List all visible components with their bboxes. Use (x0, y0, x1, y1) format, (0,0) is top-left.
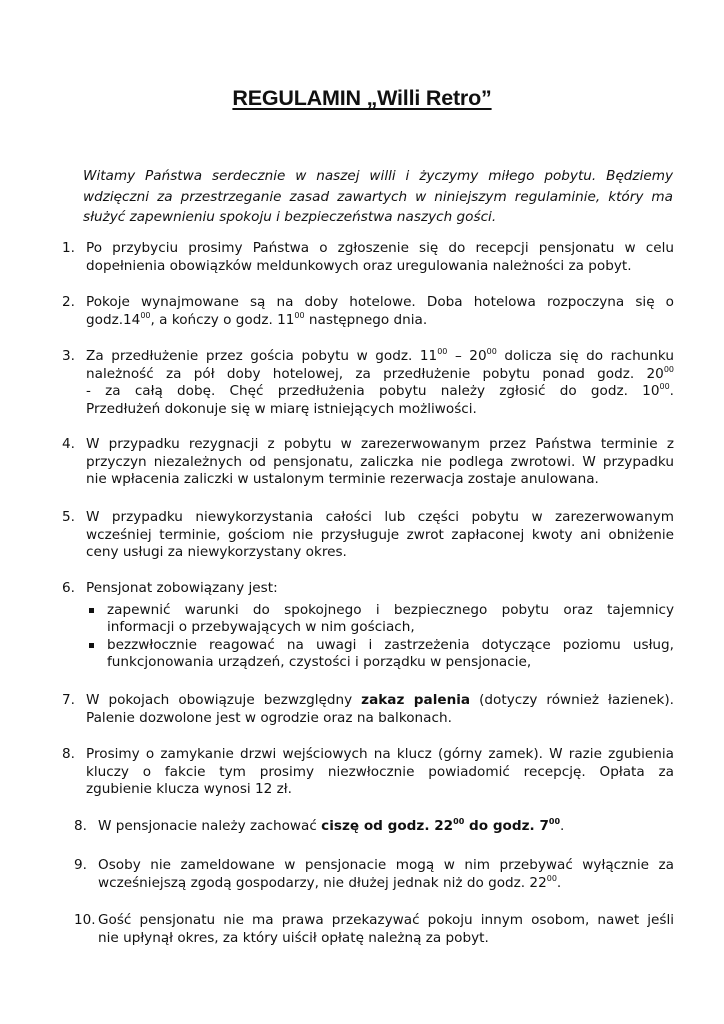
rule-9: 9. Osoby nie zameldowane w pensjonacie mogą w nim przebywać wyłącznie za wcześniejszą zgodą gospodarzy, nie dłużej jednak niż do godz. $22^{00}$. (74, 857, 674, 891)
rule-2: 2. Pokoje wynajmowane są na doby hotelowe. Doba hotelowa rozpoczyna się o $godz.14^{00}$, a kończy o godz. $11^{00}$ następnego dnia. (62, 294, 674, 328)
rule-3: 3. Za przedłużenie przez gościa pobytu w godz. $11^{00} - 20^{00}$ dolicza się do rachunku należność za pół doby hotelowej, za przedłużenie pobytu ponad godz. $20^{00}$ - za całą dobę. Chęć przedłużenia pobytu należy zgłosić do godz. $10^{00}$. Przedłużeń dokonuje się w miarę istniejących możliwości. (62, 347, 674, 417)
rule-quiet-hours: 8. W pensjonacie należy zachować ciszę od godz. $22^{00}$ do godz. $7^{00}$. (74, 817, 565, 834)
rule-6: 6. Pensjonat zobowiązany jest: zapewnić warunki do spokojnego i bezpiecznego pobytu oraz tajemnicy informacji o przebywających w nim gościach, bezzwłocznie reagować na uwagi i zastrzeżenia dotyczące poziomu usług, funkcjonowania urządzeń, czystości i porządku w pensjonacie, (62, 580, 674, 671)
rule-1: 1. Po przybyciu prosimy Państwa o zgłoszenie się do recepcji pensjonatu w celu dopełnienia obowiązków meldunkowych oraz uregulowania należności za pobyt. (62, 240, 674, 274)
rule-6-bullet-list (86, 602, 674, 672)
rule-8: 8. Prosimy o zamykanie drzwi wejściowych na klucz (górny zamek). W razie zgubienia kluczy o fakcie tym prosimy niezwłocznie powiadomić recepcję. Opłata za zgubienie klucza wynosi 12 zł. (62, 746, 674, 798)
bullet-item: bezzwłocznie reagować na uwagi i zastrzeżenia dotyczące poziomu usług, funkcjonowania urządzeń, czystości i porządku w pensjonacie, (86, 637, 674, 672)
rule-7: 7. W pokojach obowiązuje bezwzględny zakaz palenia (dotyczy również łazienek). Palenie dozwolone jest w ogrodzie oraz na balkonach. (62, 692, 674, 726)
page-title: REGULAMIN „Willi Retro” (232, 86, 492, 110)
bullet-square-icon (89, 608, 94, 613)
rule-5: 5. W przypadku niewykorzystania całości lub części pobytu w zarezerwowanym wcześniej terminie, gościom nie przysługuje zwrot zapłaconej kwoty ani obniżenie ceny usługi za niewykorzystany okres. (62, 509, 674, 561)
rule-10: 10. Gość pensjonatu nie ma prawa przekazywać pokoju innym osobom, nawet jeśli nie upłynął okres, za który uiścił opłatę należną za pobyt. (74, 912, 674, 946)
rule-4: 4. W przypadku rezygnacji z pobytu w zarezerwowanym przez Państwa terminie z przyczyn niezależnych od pensjonatu, zaliczka nie podlega zwrotowi. W przypadku nie wpłacenia zaliczki w ustalonym terminie rezerwacja zostaje anulowana. (62, 436, 674, 488)
bullet-item: zapewnić warunki do spokojnego i bezpiecznego pobytu oraz tajemnicy informacji o przebywających w nim gościach, (86, 602, 674, 637)
intro-paragraph: Witamy Państwa serdecznie w naszej willi i życzymy miłego pobytu. Będziemy wdzięczni za przestrzeganie zasad zawartych w niniejszym regulaminie, który ma służyć zapewnieniu spokoju i bezpieczeństwa naszych gości. (83, 168, 673, 225)
bullet-square-icon (89, 643, 94, 648)
